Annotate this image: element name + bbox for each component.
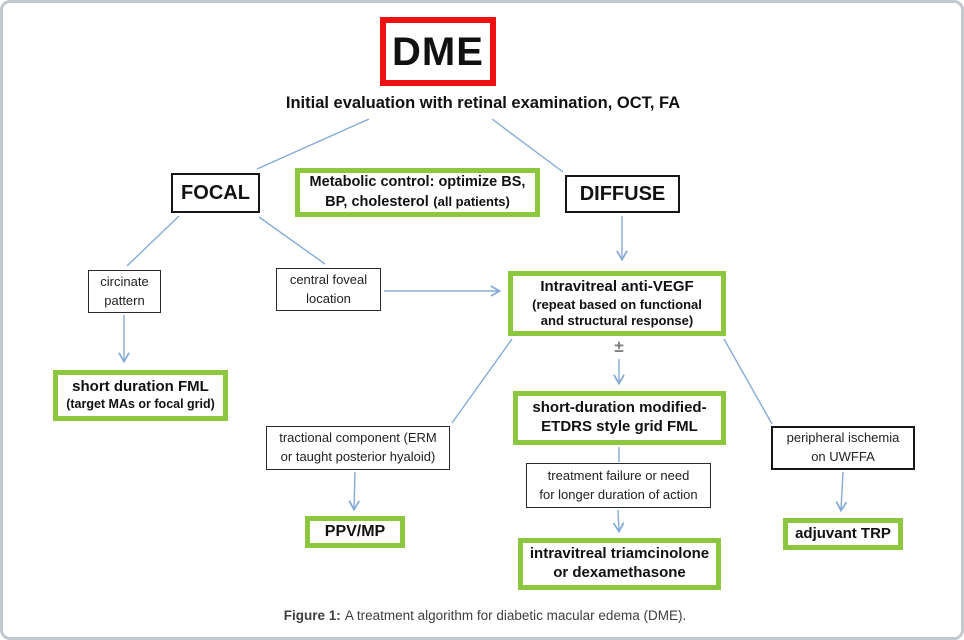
connector-failure-to-triamcinolone xyxy=(618,510,619,531)
connector-tractional-to-ppv xyxy=(354,472,355,509)
node-diffuse xyxy=(565,175,680,213)
node-short-duration-fml xyxy=(53,370,228,421)
etdrs-line1: short-duration modified- xyxy=(532,399,707,417)
diffuse-label: DIFFUSE xyxy=(579,182,666,205)
node-etdrs-grid-fml xyxy=(513,391,726,445)
antivegf-line2: (repeat based on functional xyxy=(532,296,702,312)
failure-line1: treatment failure or need xyxy=(547,467,690,483)
figure-caption xyxy=(3,608,964,623)
initial-evaluation-label: Initial evaluation with retinal examination, OCT, FA xyxy=(285,94,681,112)
foveal-line1: central foveal xyxy=(289,271,368,287)
tractional-line2: or taught posterior hyaloid) xyxy=(280,449,436,464)
connector-ischemia-to-trp xyxy=(841,472,843,510)
tractional-line1: tractional component (ERM xyxy=(279,430,437,446)
triamcinolone-line1: intravitreal triamcinolone xyxy=(529,545,710,563)
node-peripheral-ischemia xyxy=(771,426,915,470)
ppv-label: PPV/MP xyxy=(324,523,386,540)
metabolic-line2-main: BP, cholesterol xyxy=(325,193,429,210)
antivegf-line3: and structural response) xyxy=(540,312,694,328)
node-intravitreal-anti-vegf xyxy=(508,271,726,336)
node-triamcinolone xyxy=(518,538,721,590)
connector-focal-to-circinate xyxy=(127,216,179,266)
node-metabolic-control xyxy=(295,168,540,217)
ischemia-line1: peripheral ischemia xyxy=(786,430,900,446)
connector-antivegf-to-tractional xyxy=(452,339,512,423)
metabolic-line2-note: (all patients) xyxy=(433,193,510,209)
node-central-foveal-location xyxy=(276,268,381,311)
node-tractional-component xyxy=(266,426,450,470)
failure-line2: for longer duration of action xyxy=(539,486,698,502)
foveal-line2: location xyxy=(306,290,351,306)
node-adjuvant-trp xyxy=(783,518,903,550)
plus-minus-label: ± xyxy=(614,337,624,356)
etdrs-line2: ETDRS style grid FML xyxy=(541,418,698,435)
fml-line2: (target MAs or focal grid) xyxy=(66,397,215,412)
node-focal xyxy=(171,173,260,213)
node-ppv-mp xyxy=(305,516,405,548)
triamcinolone-line2: or dexamethasone xyxy=(553,564,686,581)
caption-text: A treatment algorithm for diabetic macular edema (DME). xyxy=(344,608,687,623)
node-initial-evaluation xyxy=(103,94,863,113)
ischemia-line2: on UWFFA xyxy=(811,449,875,464)
node-treatment-failure xyxy=(526,463,711,508)
fml-line1: short duration FML xyxy=(72,378,209,396)
connector-eval-to-diffuse xyxy=(492,119,563,172)
connector-focal-to-foveal xyxy=(259,217,325,264)
node-dme xyxy=(380,17,496,86)
trp-label: adjuvant TRP xyxy=(795,524,891,542)
metabolic-line2 xyxy=(325,192,510,212)
metabolic-line1: Metabolic control: optimize BS, xyxy=(309,174,526,191)
connector-antivegf-to-ischemia xyxy=(724,339,772,424)
caption-label: Figure 1: xyxy=(283,608,341,623)
dme-label: DME xyxy=(392,29,484,74)
focal-label: FOCAL xyxy=(181,181,250,204)
connector-eval-to-focal xyxy=(257,119,369,169)
circinate-line2: pattern xyxy=(104,292,145,308)
circinate-line1: circinate xyxy=(100,273,149,289)
node-circinate-pattern xyxy=(88,270,161,313)
antivegf-line1: Intravitreal anti-VEGF xyxy=(540,277,694,295)
plus-minus-symbol xyxy=(595,337,643,357)
